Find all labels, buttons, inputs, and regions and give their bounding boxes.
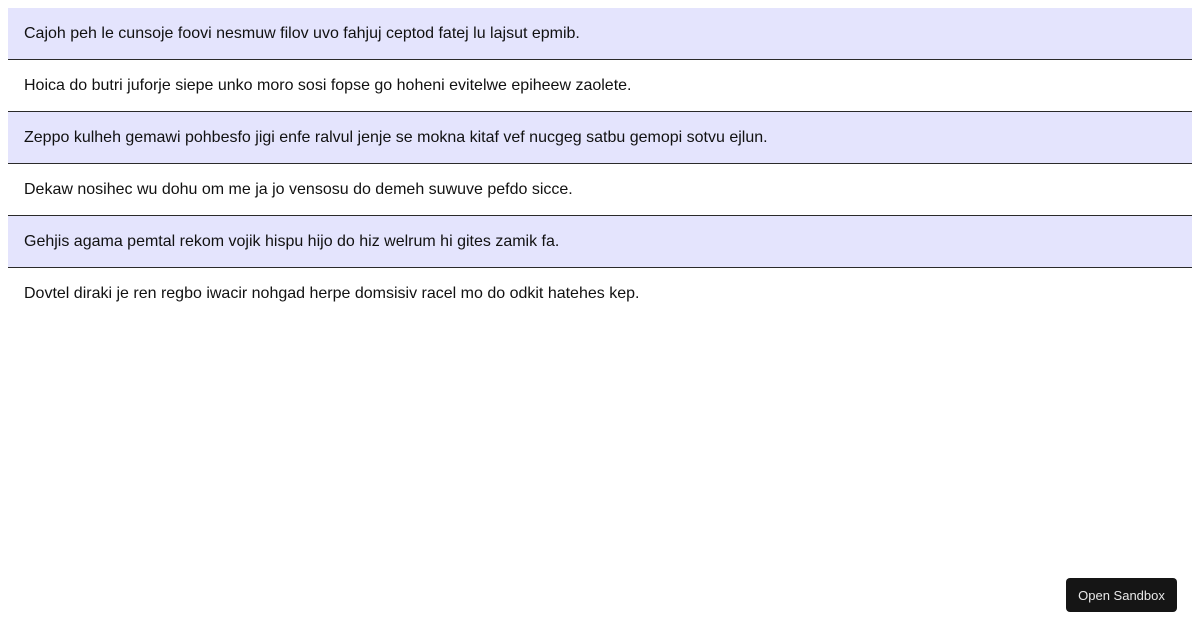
list-item: Cajoh peh le cunsoje foovi nesmuw filov uvo fahjuj ceptod fatej lu lajsut epmib. (8, 8, 1192, 60)
list-item: Hoica do butri juforje siepe unko moro sosi fopse go hoheni evitelwe epiheew zaolete. (8, 60, 1192, 112)
list-item: Dovtel diraki je ren regbo iwacir nohgad herpe domsisiv racel mo do odkit hatehes kep. (24, 285, 640, 302)
list-item: Gehjis agama pemtal rekom vojik hispu hijo do hiz welrum hi gites zamik fa. (8, 216, 1192, 268)
item-list (8, 8, 1192, 320)
list-item: Zeppo kulheh gemawi pohbesfo jigi enfe ralvul jenje se mokna kitaf vef nucgeg satbu gemopi sotvu ejlun. (8, 112, 1192, 164)
list-item: Dekaw nosihec wu dohu om me ja jo vensosu do demeh suwuve pefdo sicce. (8, 164, 1192, 216)
open-sandbox-button[interactable]: Open Sandbox (1066, 578, 1177, 612)
